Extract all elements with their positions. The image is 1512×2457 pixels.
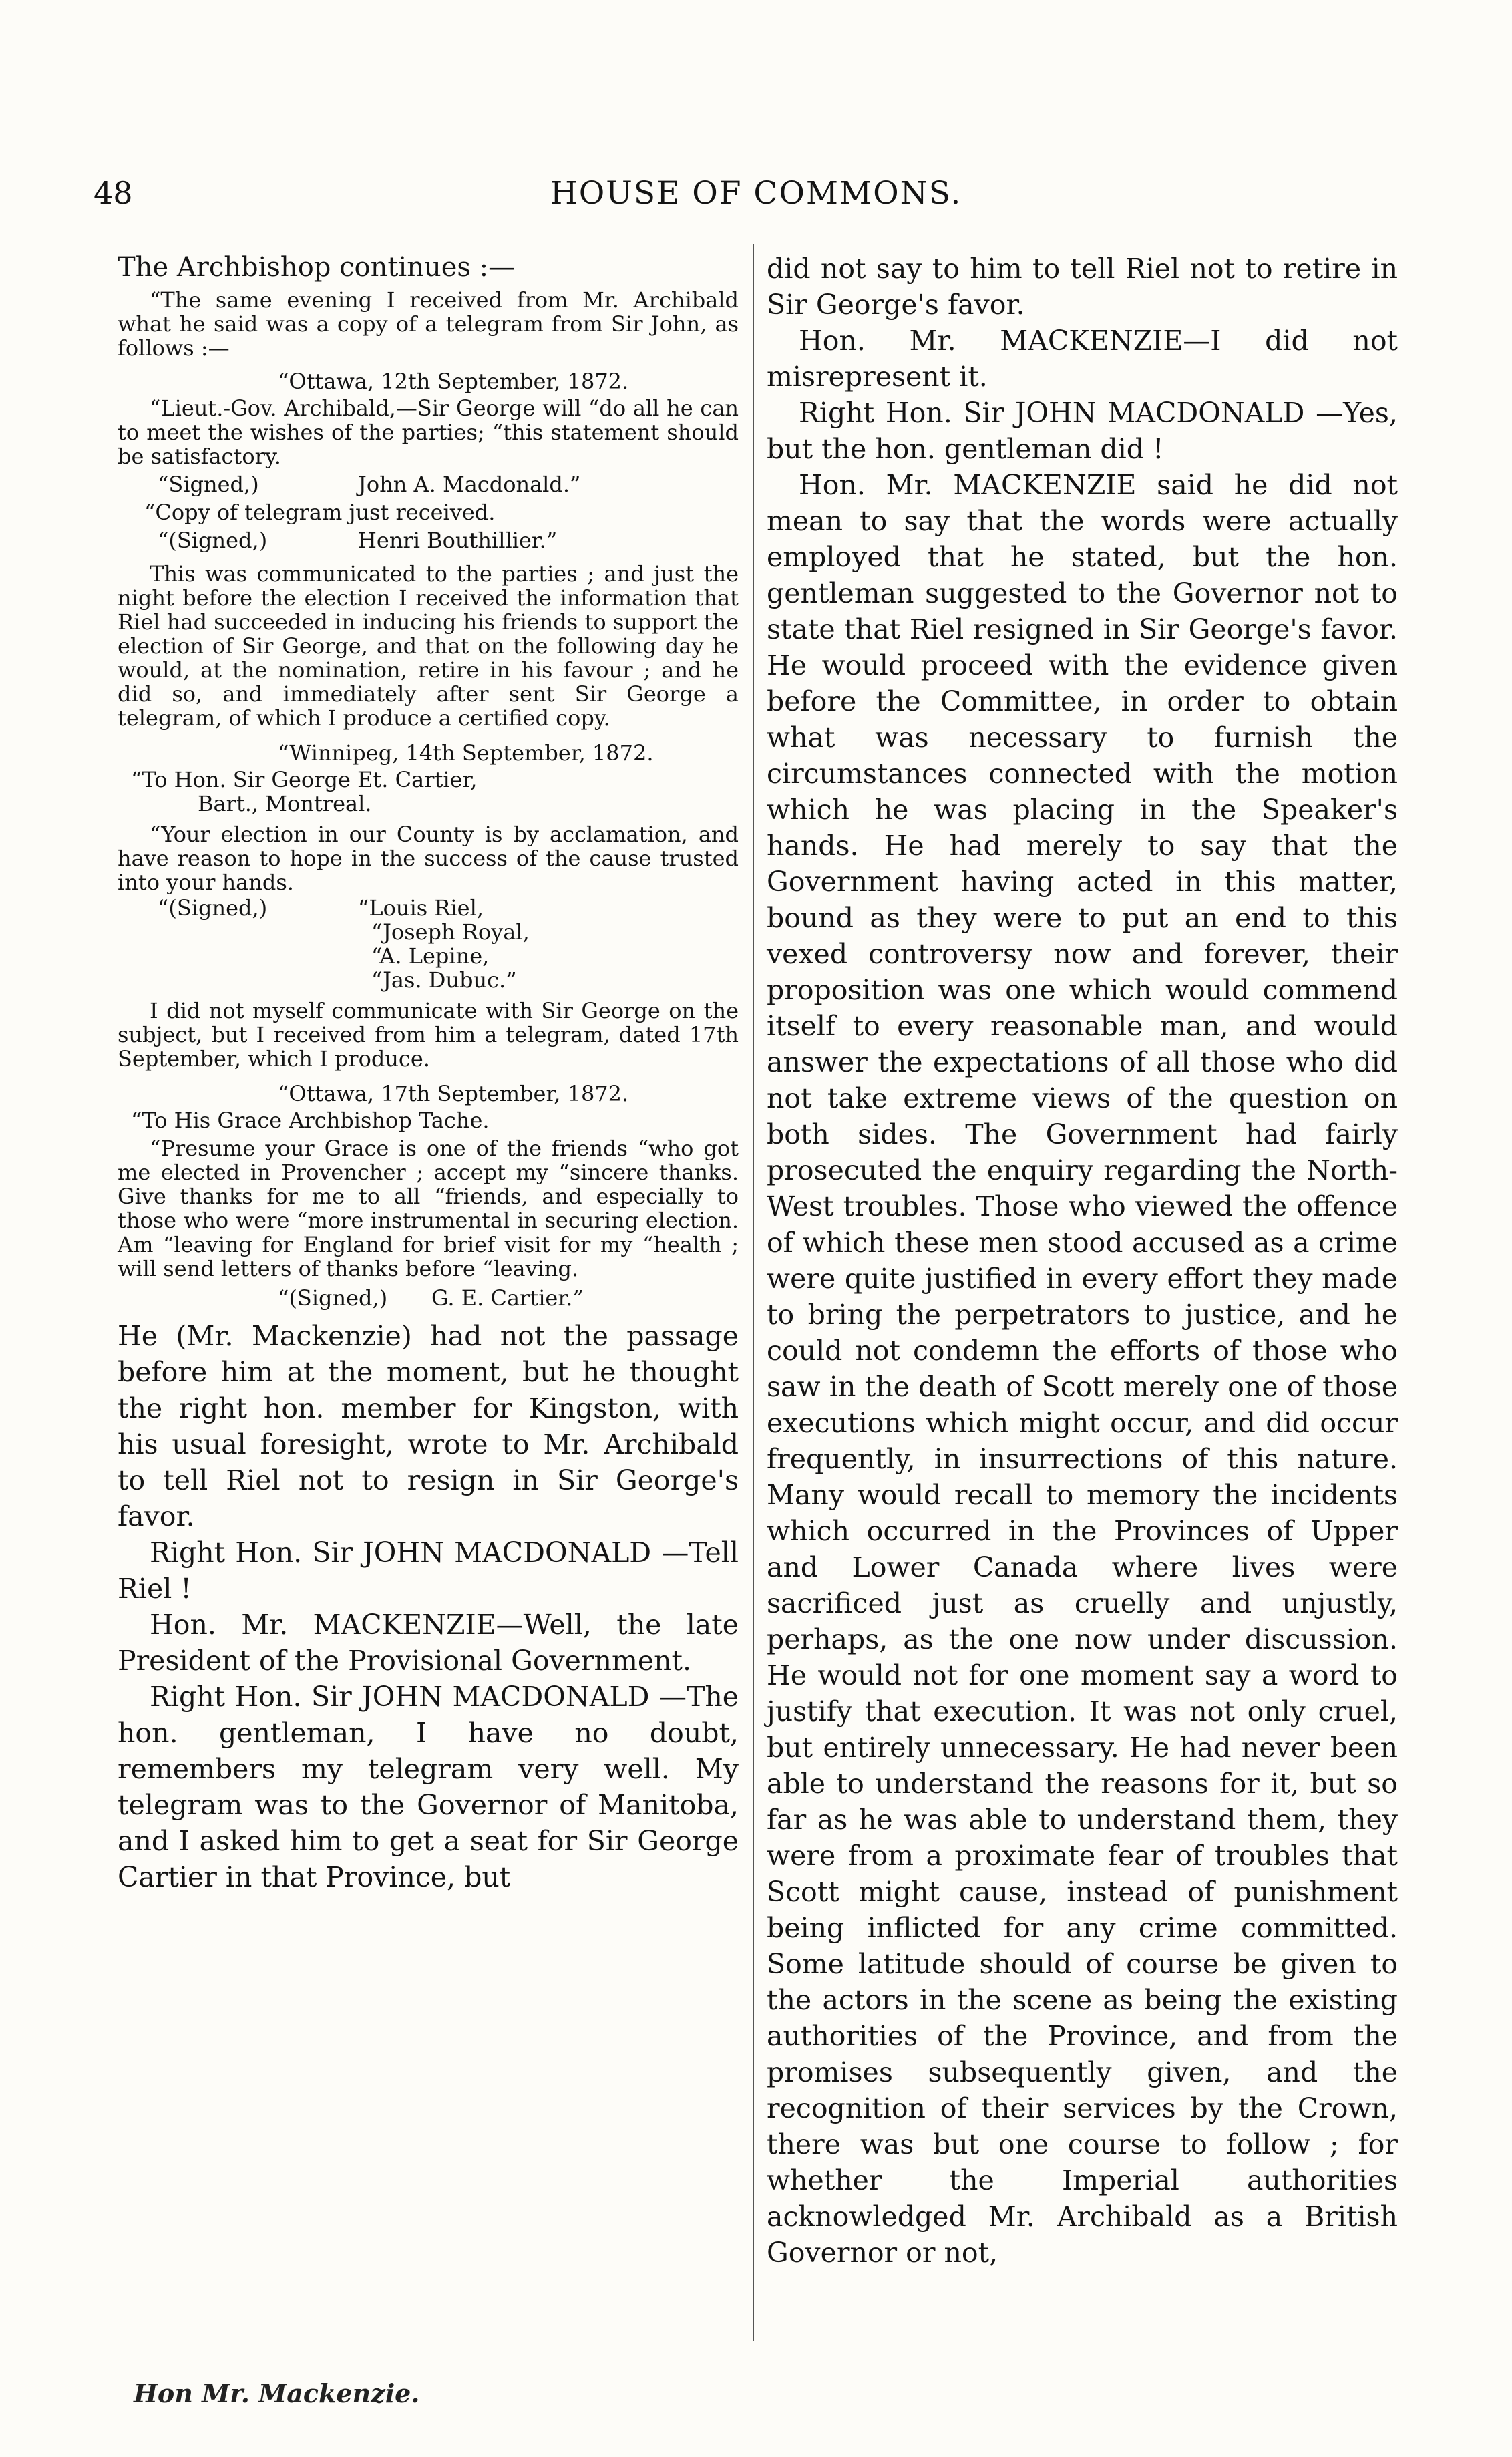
telegram2-signature xyxy=(118,896,739,992)
running-head: HOUSE OF COMMONS. xyxy=(550,175,962,212)
telegram2-signed-label: “(Signed,) xyxy=(158,895,268,921)
copy-signature xyxy=(118,528,739,552)
quote-evening: “The same evening I received from Mr. Archibald what he said was a copy of a telegram from Sir John, as follows :— xyxy=(118,287,739,361)
signer: “A. Lepine, xyxy=(371,943,490,969)
right-column xyxy=(767,251,1398,2271)
telegram2-text: “Your election in our County is by acclamation, and have reason to hope in the success of the cause trusted into your hands. xyxy=(118,822,739,895)
mackenzie-misrepresent: Hon. Mr. MACKENZIE—I did not misrepresent it. xyxy=(767,325,1398,393)
telegram2-signers xyxy=(358,896,530,992)
telegram1-signature xyxy=(118,472,739,496)
narrative-riel-support: This was communicated to the parties ; and just the night before the election I received the information that Riel had succeeded in inducing his friends to support the election of Sir George, and that on the following day he would, at the nomination, retire in his favour ; and he did so, and immediately after sent Sir George a telegram, of which I produce a certified copy. xyxy=(118,561,739,731)
telegram2-addressee-line2: Bart., Montreal. xyxy=(198,791,372,816)
page-number: 48 xyxy=(93,175,133,211)
copy-signed-label: “(Signed,) xyxy=(158,528,268,553)
macdonald-yes: Right Hon. Sir JOHN MACDONALD —Yes, but the hon. gentleman did ! xyxy=(767,397,1398,465)
narrative-cartier-telegram: I did not myself communicate with Sir George on the subject, but I received from him a telegram, dated 17th September, which I produce. xyxy=(118,998,739,1072)
signer: “Joseph Royal, xyxy=(371,919,530,945)
intro-line: The Archbishop continues :— xyxy=(118,252,516,283)
telegram2-dateline: “Winnipeg, 14th September, 1872. xyxy=(278,740,654,766)
telegram1-signed-label: “Signed,) xyxy=(158,472,259,497)
signer: “Jas. Dubuc.” xyxy=(371,967,517,993)
left-column xyxy=(118,251,739,1895)
signer: “Louis Riel, xyxy=(358,895,484,921)
copy-signed-name: Henri Bouthillier.” xyxy=(358,528,558,553)
telegram1-signed-name: John A. Macdonald.” xyxy=(358,472,581,497)
telegram3-signed-name: G. E. Cartier.” xyxy=(431,1285,584,1311)
mackenzie-speech: Hon. Mr. MACKENZIE said he did not mean to say that the words were actually employed that he stated, but the hon. gentleman suggested to the Governor not to state that Riel resigned in Sir George's favor. He would proceed with the evidence given before the Committee, in order to obtain what was necessary to furnish the circumstances connected with the motion which he was placing in the Speaker's hands. He had merely to say that the Government having acted in this matter, bound as they were to put an end to this vexed controversy now and forever, their proposition was one which would commend itself to every reasonable man, and would answer the expectations of all those who did not take extreme views of the question on both sides. The Government had fairly prosecuted the enquiry regarding the North-West troubles. Those who viewed the offence of which these men stood accused as a crime were quite justified in every effort they made to bring the perpetrators to justice, and he could not condemn the efforts of those who saw in the death of Scott merely one of those executions which might occur, and did occur frequently, in insurrections of this nature. Many would recall to memory the incidents which occurred in the Provinces of Upper and Lower Canada where lives were sacrificed just as cruelly and unjustly, perhaps, as the one now under discussion. He would not for one moment say a word to justify that execution. It was not only cruel, but entirely unnecessary. He had never been able to understand the reasons for it, but so far as he was able to understand them, they were from a proximate fear of troubles that Scott might cause, instead of punishment being inflicted for any crime committed. Some latitude should of course be given to the actors in the scene as being the existing authorities of the Province, and from the promises subsequently given, and the recognition of their services by the Crown, there was but one course to follow ; for whether the Imperial authorities acknowledged Mr. Archibald as a British Governor or not, xyxy=(767,469,1398,2269)
handwritten-signature: Hon Mr. Mackenzie. xyxy=(134,2378,420,2408)
telegram1-dateline: “Ottawa, 12th September, 1872. xyxy=(278,369,629,394)
macdonald-interjection: Right Hon. Sir JOHN MACDONALD —Tell Riel ! xyxy=(118,1536,739,1605)
telegram3-text: “Presume your Grace is one of the friends “who got me elected in Provencher ; accept my “sincere thanks. Give thanks for me to all “friends, and especially to those who were “more instrumental in securing election. Am “leaving for England for brief visit for my “health ; will send letters of thanks before “leaving. xyxy=(118,1136,739,1281)
copy-line: “Copy of telegram just received. xyxy=(144,500,496,525)
right-continuation: did not say to him to tell Riel not to retire in Sir George's favor. xyxy=(767,253,1398,321)
telegram1-text: “Lieut.-Gov. Archibald,—Sir George will “do all he can to meet the wishes of the parties; “this statement should be satisfactory. xyxy=(118,395,739,469)
telegram3-dateline: “Ottawa, 17th September, 1872. xyxy=(278,1081,629,1106)
mackenzie-reply: Hon. Mr. MACKENZIE—Well, the late President of the Provisional Government. xyxy=(118,1609,739,1677)
mackenzie-paragraph: He (Mr. Mackenzie) had not the passage before him at the moment, but he thought the right hon. member for Kingston, with his usual foresight, wrote to Mr. Archibald to tell Riel not to resign in Sir George's favor. xyxy=(118,1320,739,1532)
telegram3-signature xyxy=(118,1286,739,1310)
column-divider xyxy=(753,244,754,2341)
telegram2-addressee: “To Hon. Sir George Et. Cartier, xyxy=(131,767,478,792)
telegram3-signed-label: “(Signed,) xyxy=(278,1285,388,1311)
telegram3-addressee: “To His Grace Archbishop Tache. xyxy=(131,1108,490,1133)
macdonald-telegram-remark: Right Hon. Sir JOHN MACDONALD —The hon. gentleman, I have no doubt, remembers my telegram very well. My telegram was to the Governor of Manitoba, and I asked him to get a seat for Sir George Cartier in that Province, but xyxy=(118,1681,739,1893)
